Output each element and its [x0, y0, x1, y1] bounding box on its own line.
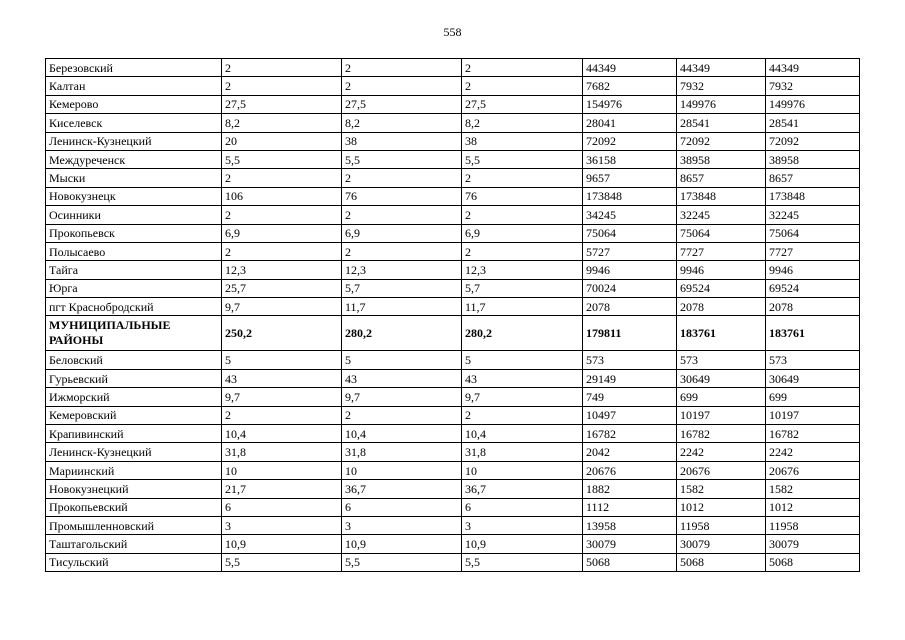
value-cell-5: 183761	[677, 316, 766, 351]
territory-name-cell: Крапивинский	[46, 425, 222, 443]
territory-name-cell: Тайга	[46, 261, 222, 279]
table-row	[46, 443, 860, 461]
value-cell-4: 34245	[583, 206, 677, 224]
value-cell-3: 8,2	[462, 114, 583, 132]
value-cell-6: 32245	[766, 206, 860, 224]
value-cell-1: 2	[222, 77, 342, 95]
value-cell-2: 3	[342, 516, 462, 534]
value-cell-6: 69524	[766, 279, 860, 297]
value-cell-4: 5727	[583, 242, 677, 260]
table-row	[46, 187, 860, 205]
value-cell-2: 2	[342, 169, 462, 187]
value-cell-3: 6,9	[462, 224, 583, 242]
value-cell-6: 2242	[766, 443, 860, 461]
value-cell-5: 699	[677, 388, 766, 406]
value-cell-3: 5,5	[462, 150, 583, 168]
value-cell-6: 2078	[766, 298, 860, 316]
table-row-section-total	[46, 316, 860, 351]
value-cell-5: 7727	[677, 242, 766, 260]
value-cell-4: 44349	[583, 59, 677, 77]
value-cell-2: 2	[342, 77, 462, 95]
value-cell-4: 7682	[583, 77, 677, 95]
value-cell-4: 75064	[583, 224, 677, 242]
table-row	[46, 95, 860, 113]
value-cell-4: 30079	[583, 535, 677, 553]
territory-name-cell: Киселевск	[46, 114, 222, 132]
value-cell-6: 699	[766, 388, 860, 406]
value-cell-4: 36158	[583, 150, 677, 168]
territory-name-cell: Ленинск-Кузнецкий	[46, 443, 222, 461]
value-cell-6: 5068	[766, 553, 860, 571]
table-row	[46, 298, 860, 316]
table-row	[46, 461, 860, 479]
table-row	[46, 351, 860, 369]
table-row	[46, 406, 860, 424]
value-cell-3: 2	[462, 77, 583, 95]
value-cell-4: 29149	[583, 369, 677, 387]
value-cell-6: 44349	[766, 59, 860, 77]
value-cell-3: 2	[462, 169, 583, 187]
territory-name-cell: Междуреченск	[46, 150, 222, 168]
value-cell-6: 38958	[766, 150, 860, 168]
value-cell-6: 30079	[766, 535, 860, 553]
value-cell-6: 7727	[766, 242, 860, 260]
territory-name-cell: Осинники	[46, 206, 222, 224]
value-cell-5: 5068	[677, 553, 766, 571]
value-cell-2: 6	[342, 498, 462, 516]
value-cell-6: 9946	[766, 261, 860, 279]
value-cell-2: 5,5	[342, 553, 462, 571]
table-row	[46, 369, 860, 387]
value-cell-6: 72092	[766, 132, 860, 150]
value-cell-2: 2	[342, 206, 462, 224]
value-cell-6: 28541	[766, 114, 860, 132]
value-cell-6: 75064	[766, 224, 860, 242]
value-cell-5: 38958	[677, 150, 766, 168]
table-row	[46, 535, 860, 553]
value-cell-3: 2	[462, 242, 583, 260]
territory-name-cell: Таштагольский	[46, 535, 222, 553]
value-cell-2: 27,5	[342, 95, 462, 113]
table-row	[46, 279, 860, 297]
value-cell-2: 10	[342, 461, 462, 479]
value-cell-6: 173848	[766, 187, 860, 205]
value-cell-1: 6,9	[222, 224, 342, 242]
value-cell-5: 10197	[677, 406, 766, 424]
value-cell-5: 30079	[677, 535, 766, 553]
value-cell-1: 20	[222, 132, 342, 150]
value-cell-1: 2	[222, 206, 342, 224]
value-cell-3: 27,5	[462, 95, 583, 113]
value-cell-5: 32245	[677, 206, 766, 224]
territory-name-cell: Тисульский	[46, 553, 222, 571]
value-cell-3: 10,9	[462, 535, 583, 553]
value-cell-4: 9657	[583, 169, 677, 187]
value-cell-2: 38	[342, 132, 462, 150]
value-cell-1: 2	[222, 169, 342, 187]
value-cell-1: 21,7	[222, 480, 342, 498]
value-cell-3: 11,7	[462, 298, 583, 316]
value-cell-5: 75064	[677, 224, 766, 242]
value-cell-6: 573	[766, 351, 860, 369]
value-cell-1: 12,3	[222, 261, 342, 279]
territory-name-cell: Березовский	[46, 59, 222, 77]
value-cell-6: 8657	[766, 169, 860, 187]
value-cell-6: 20676	[766, 461, 860, 479]
territory-name-cell: Ленинск-Кузнецкий	[46, 132, 222, 150]
value-cell-3: 5,5	[462, 553, 583, 571]
table-row	[46, 77, 860, 95]
value-cell-3: 280,2	[462, 316, 583, 351]
value-cell-2: 9,7	[342, 388, 462, 406]
value-cell-5: 11958	[677, 516, 766, 534]
value-cell-3: 43	[462, 369, 583, 387]
territory-name-cell: Юрга	[46, 279, 222, 297]
value-cell-3: 31,8	[462, 443, 583, 461]
value-cell-2: 280,2	[342, 316, 462, 351]
table-row	[46, 224, 860, 242]
value-cell-1: 25,7	[222, 279, 342, 297]
value-cell-2: 43	[342, 369, 462, 387]
territory-name-cell: Калтан	[46, 77, 222, 95]
value-cell-6: 30649	[766, 369, 860, 387]
value-cell-4: 154976	[583, 95, 677, 113]
page-number: 558	[443, 25, 462, 39]
value-cell-1: 8,2	[222, 114, 342, 132]
table-row	[46, 59, 860, 77]
value-cell-4: 1882	[583, 480, 677, 498]
value-cell-3: 5,7	[462, 279, 583, 297]
value-cell-6: 10197	[766, 406, 860, 424]
value-cell-3: 10	[462, 461, 583, 479]
value-cell-3: 36,7	[462, 480, 583, 498]
value-cell-4: 9946	[583, 261, 677, 279]
value-cell-2: 2	[342, 242, 462, 260]
value-cell-5: 573	[677, 351, 766, 369]
value-cell-6: 183761	[766, 316, 860, 351]
territory-name-cell: пгт Краснобродский	[46, 298, 222, 316]
value-cell-4: 1112	[583, 498, 677, 516]
table-row	[46, 261, 860, 279]
value-cell-5: 1012	[677, 498, 766, 516]
value-cell-6: 7932	[766, 77, 860, 95]
value-cell-5: 9946	[677, 261, 766, 279]
value-cell-6: 16782	[766, 425, 860, 443]
value-cell-4: 2078	[583, 298, 677, 316]
value-cell-5: 149976	[677, 95, 766, 113]
value-cell-3: 6	[462, 498, 583, 516]
value-cell-2: 5,5	[342, 150, 462, 168]
value-cell-4: 20676	[583, 461, 677, 479]
table-row	[46, 498, 860, 516]
value-cell-4: 179811	[583, 316, 677, 351]
table-row	[46, 553, 860, 571]
value-cell-3: 2	[462, 206, 583, 224]
territory-name-cell: Мариинский	[46, 461, 222, 479]
value-cell-3: 2	[462, 406, 583, 424]
territory-name-cell: МУНИЦИПАЛЬНЫЕ РАЙОНЫ	[46, 316, 222, 351]
value-cell-5: 72092	[677, 132, 766, 150]
territory-name-cell: Мыски	[46, 169, 222, 187]
value-cell-2: 36,7	[342, 480, 462, 498]
territory-name-cell: Полысаево	[46, 242, 222, 260]
value-cell-1: 27,5	[222, 95, 342, 113]
value-cell-2: 6,9	[342, 224, 462, 242]
value-cell-4: 13958	[583, 516, 677, 534]
value-cell-5: 7932	[677, 77, 766, 95]
table-body	[46, 59, 860, 572]
value-cell-1: 106	[222, 187, 342, 205]
table-row	[46, 206, 860, 224]
value-cell-5: 2242	[677, 443, 766, 461]
table-row	[46, 114, 860, 132]
value-cell-2: 10,9	[342, 535, 462, 553]
value-cell-5: 44349	[677, 59, 766, 77]
territory-name-cell: Прокопьевский	[46, 498, 222, 516]
value-cell-4: 72092	[583, 132, 677, 150]
value-cell-4: 749	[583, 388, 677, 406]
value-cell-1: 5,5	[222, 150, 342, 168]
value-cell-1: 10,9	[222, 535, 342, 553]
value-cell-3: 9,7	[462, 388, 583, 406]
value-cell-2: 2	[342, 59, 462, 77]
table-row	[46, 132, 860, 150]
value-cell-3: 76	[462, 187, 583, 205]
value-cell-5: 8657	[677, 169, 766, 187]
table-row	[46, 516, 860, 534]
table-row	[46, 425, 860, 443]
value-cell-4: 16782	[583, 425, 677, 443]
value-cell-2: 11,7	[342, 298, 462, 316]
value-cell-1: 10,4	[222, 425, 342, 443]
value-cell-2: 10,4	[342, 425, 462, 443]
value-cell-2: 2	[342, 406, 462, 424]
value-cell-1: 10	[222, 461, 342, 479]
value-cell-5: 69524	[677, 279, 766, 297]
table-row	[46, 150, 860, 168]
value-cell-2: 12,3	[342, 261, 462, 279]
value-cell-1: 6	[222, 498, 342, 516]
territory-name-cell: Ижморский	[46, 388, 222, 406]
table-row	[46, 388, 860, 406]
territory-name-cell: Новокузнецкий	[46, 480, 222, 498]
value-cell-2: 31,8	[342, 443, 462, 461]
value-cell-3: 38	[462, 132, 583, 150]
value-cell-1: 3	[222, 516, 342, 534]
value-cell-1: 2	[222, 242, 342, 260]
municipal-data-table	[45, 58, 860, 572]
value-cell-1: 250,2	[222, 316, 342, 351]
value-cell-5: 28541	[677, 114, 766, 132]
value-cell-5: 1582	[677, 480, 766, 498]
value-cell-2: 76	[342, 187, 462, 205]
territory-name-cell: Беловский	[46, 351, 222, 369]
table-row	[46, 169, 860, 187]
table-row	[46, 480, 860, 498]
territory-name-cell: Прокопьевск	[46, 224, 222, 242]
territory-name-cell: Гурьевский	[46, 369, 222, 387]
value-cell-4: 173848	[583, 187, 677, 205]
value-cell-4: 573	[583, 351, 677, 369]
value-cell-1: 9,7	[222, 298, 342, 316]
territory-name-cell: Кемерово	[46, 95, 222, 113]
value-cell-2: 5,7	[342, 279, 462, 297]
value-cell-4: 10497	[583, 406, 677, 424]
value-cell-6: 1582	[766, 480, 860, 498]
value-cell-1: 2	[222, 406, 342, 424]
value-cell-4: 2042	[583, 443, 677, 461]
value-cell-5: 173848	[677, 187, 766, 205]
value-cell-6: 11958	[766, 516, 860, 534]
value-cell-1: 2	[222, 59, 342, 77]
territory-name-cell: Кемеровский	[46, 406, 222, 424]
value-cell-1: 9,7	[222, 388, 342, 406]
value-cell-3: 2	[462, 59, 583, 77]
value-cell-5: 20676	[677, 461, 766, 479]
value-cell-4: 28041	[583, 114, 677, 132]
value-cell-1: 31,8	[222, 443, 342, 461]
value-cell-3: 5	[462, 351, 583, 369]
territory-name-cell: Промышленновский	[46, 516, 222, 534]
value-cell-5: 30649	[677, 369, 766, 387]
value-cell-2: 5	[342, 351, 462, 369]
territory-name-cell: Новокузнецк	[46, 187, 222, 205]
value-cell-5: 16782	[677, 425, 766, 443]
table-row	[46, 242, 860, 260]
value-cell-6: 149976	[766, 95, 860, 113]
value-cell-5: 2078	[677, 298, 766, 316]
value-cell-3: 3	[462, 516, 583, 534]
value-cell-2: 8,2	[342, 114, 462, 132]
value-cell-1: 5	[222, 351, 342, 369]
value-cell-6: 1012	[766, 498, 860, 516]
value-cell-1: 43	[222, 369, 342, 387]
value-cell-4: 5068	[583, 553, 677, 571]
value-cell-4: 70024	[583, 279, 677, 297]
value-cell-3: 10,4	[462, 425, 583, 443]
value-cell-3: 12,3	[462, 261, 583, 279]
value-cell-1: 5,5	[222, 553, 342, 571]
